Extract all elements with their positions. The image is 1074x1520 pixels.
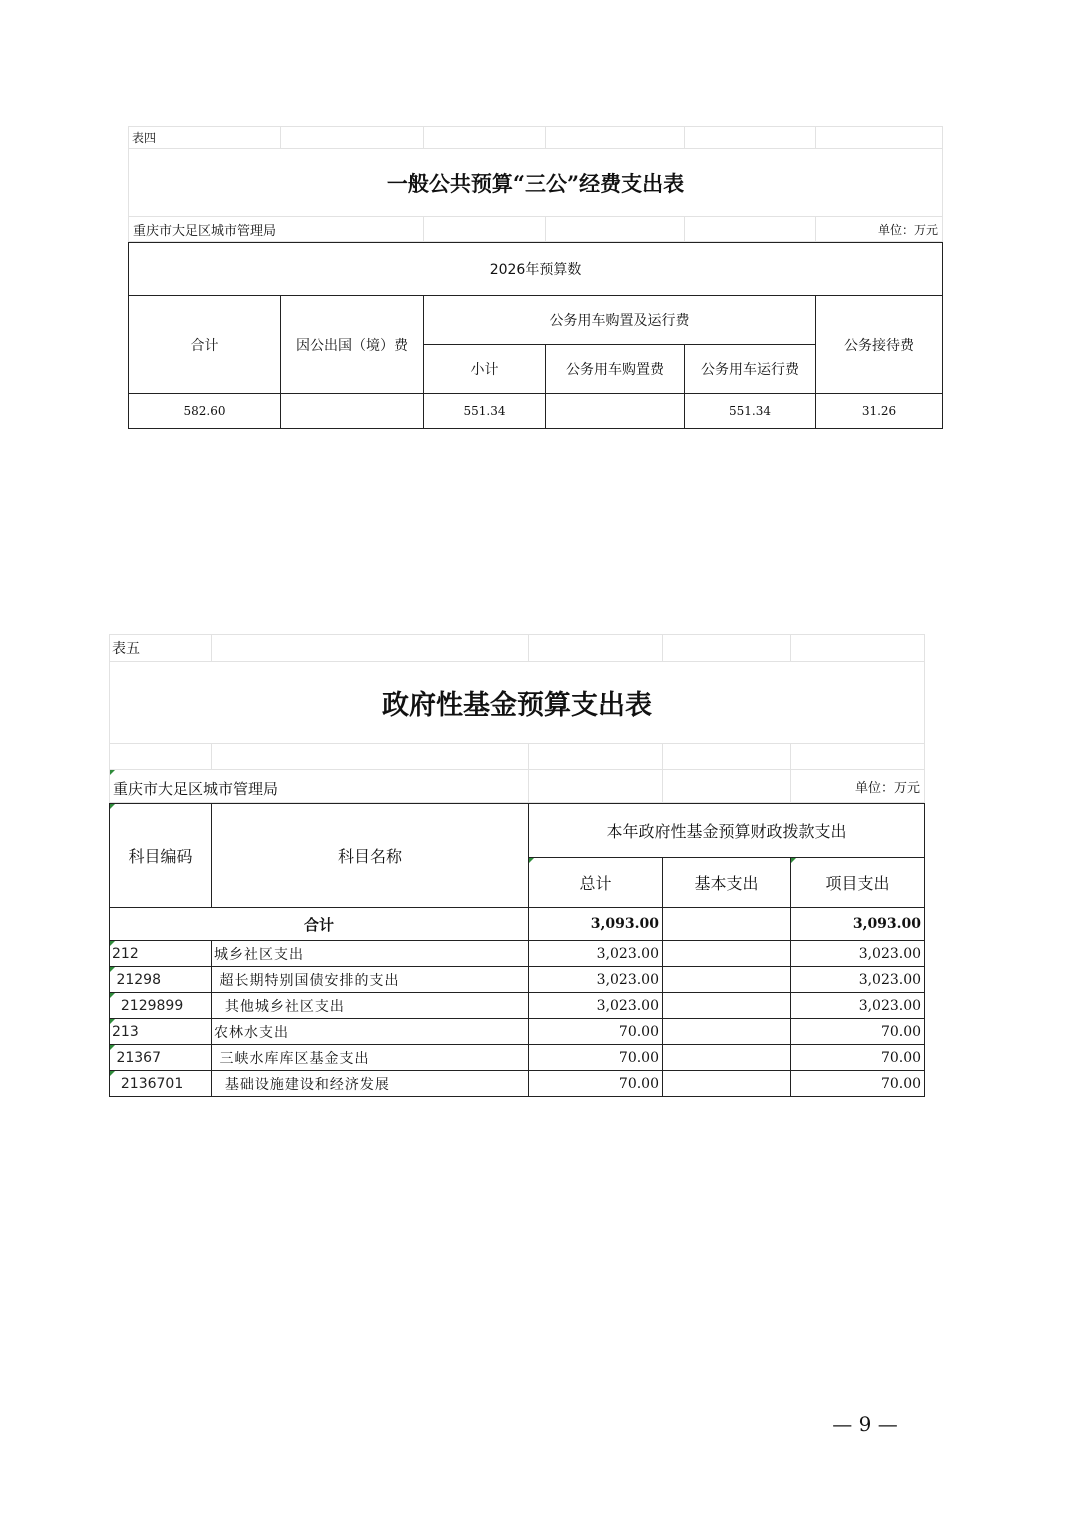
table5-cell-total: 3,023.00: [529, 967, 663, 993]
table-row: [129, 394, 943, 429]
table-row: [110, 1019, 925, 1045]
table4-col-abroad: 因公出国（境）费: [281, 296, 424, 394]
table5-cell-code: 213: [110, 1019, 212, 1045]
table5-cell-basic: [663, 967, 791, 993]
table5-code-text: 2129899: [112, 997, 184, 1014]
table5-cell-project: 70.00: [791, 1019, 925, 1045]
table4-cell-vehicle-purchase: [546, 394, 685, 429]
table4-col-total: 合计: [129, 296, 281, 394]
table5-cell-basic: [663, 941, 791, 967]
table5-total-basic: [663, 908, 791, 941]
table5-name-text: 超长期特别国债安排的支出: [214, 972, 400, 989]
table4-cell-total: 582.60: [129, 394, 281, 429]
table5-col-name: 科目名称: [212, 804, 529, 908]
table5-col-basic: 基本支出: [663, 858, 791, 908]
table4-cell-reception: 31.26: [816, 394, 943, 429]
table4-cell-subtotal: 551.34: [424, 394, 546, 429]
table5-group-header: 本年政府性基金预算财政拨款支出: [529, 804, 925, 858]
table5-cell-total: 70.00: [529, 1045, 663, 1071]
table5-col-project: 项目支出: [791, 858, 925, 908]
table5-cell-name: 农林水支出: [212, 1019, 529, 1045]
table4-cell-vehicle-operation: 551.34: [685, 394, 816, 429]
table4-col-vehicle-purchase: 公务用车购置费: [546, 345, 685, 394]
table5-cell-code: [110, 1071, 212, 1097]
table5-total-label: 合计: [110, 908, 529, 941]
table5-cell-project: 3,023.00: [791, 941, 925, 967]
table5-cell-name: [212, 1045, 529, 1071]
table-row: [110, 941, 925, 967]
table5-cell-project: 70.00: [791, 1071, 925, 1097]
table5-cell-total: 3,023.00: [529, 941, 663, 967]
table5-cell-project: 3,023.00: [791, 967, 925, 993]
table4-data: [128, 242, 943, 429]
table5-col-code: 科目编码: [110, 804, 212, 908]
table5-data: [109, 803, 925, 1097]
table-row: [110, 908, 925, 941]
table5-org: 重庆市大足区城市管理局: [110, 770, 529, 803]
table5-cell-project: 70.00: [791, 1045, 925, 1071]
table5-cell-basic: [663, 1071, 791, 1097]
table5-cell-code: 212: [110, 941, 212, 967]
table5-cell-basic: [663, 993, 791, 1019]
table4-org: 重庆市大足区城市管理局: [129, 217, 424, 242]
table5-cell-project: 3,023.00: [791, 993, 925, 1019]
table4-cell-abroad: [281, 394, 424, 429]
table4-unit: 单位：万元: [816, 217, 943, 242]
table4-col-reception: 公务接待费: [816, 296, 943, 394]
table5-cell-total: 70.00: [529, 1071, 663, 1097]
table5-name-text: 基础设施建设和经济发展: [214, 1076, 390, 1093]
table4-label: 表四: [129, 127, 281, 149]
table5-header-block: [109, 634, 925, 803]
table5-title: 政府性基金预算支出表: [110, 662, 925, 744]
table5-cell-name: 城乡社区支出: [212, 941, 529, 967]
table5-cell-name: [212, 1071, 529, 1097]
table5-cell-basic: [663, 1019, 791, 1045]
table5-cell-basic: [663, 1045, 791, 1071]
table5-code-text: 21298: [112, 971, 161, 988]
table4-col-vehicle-operation: 公务用车运行费: [685, 345, 816, 394]
table-row: [110, 967, 925, 993]
table5-label: 表五: [110, 635, 212, 662]
table5-cell-name: [212, 993, 529, 1019]
table4-col-vehicle-group: 公务用车购置及运行费: [424, 296, 816, 345]
table5-code-text: 21367: [112, 1049, 161, 1066]
table5-cell-code: [110, 967, 212, 993]
table5-unit: 单位：万元: [791, 770, 925, 803]
table5-total-project: 3,093.00: [791, 908, 925, 941]
table5-name-text: 三峡水库库区基金支出: [214, 1050, 370, 1067]
table5-cell-total: 3,023.00: [529, 993, 663, 1019]
table-row: [110, 1045, 925, 1071]
table-row: [110, 993, 925, 1019]
table5-cell-code: [110, 1045, 212, 1071]
table5-cell-code: [110, 993, 212, 1019]
table4-col-subtotal: 小计: [424, 345, 546, 394]
table4-budget-header: 2026年预算数: [129, 243, 943, 296]
table5-cell-name: [212, 967, 529, 993]
table-row: [110, 1071, 925, 1097]
page-number: — 9 —: [832, 1412, 898, 1436]
table5-total-total: 3,093.00: [529, 908, 663, 941]
table5-cell-total: 70.00: [529, 1019, 663, 1045]
table4-title: 一般公共预算“三公”经费支出表: [129, 149, 943, 217]
table5-name-text: 其他城乡社区支出: [214, 998, 345, 1015]
table5-code-text: 2136701: [112, 1075, 184, 1092]
table5-col-total: 总计: [529, 858, 663, 908]
table4-header-block: [128, 126, 943, 242]
